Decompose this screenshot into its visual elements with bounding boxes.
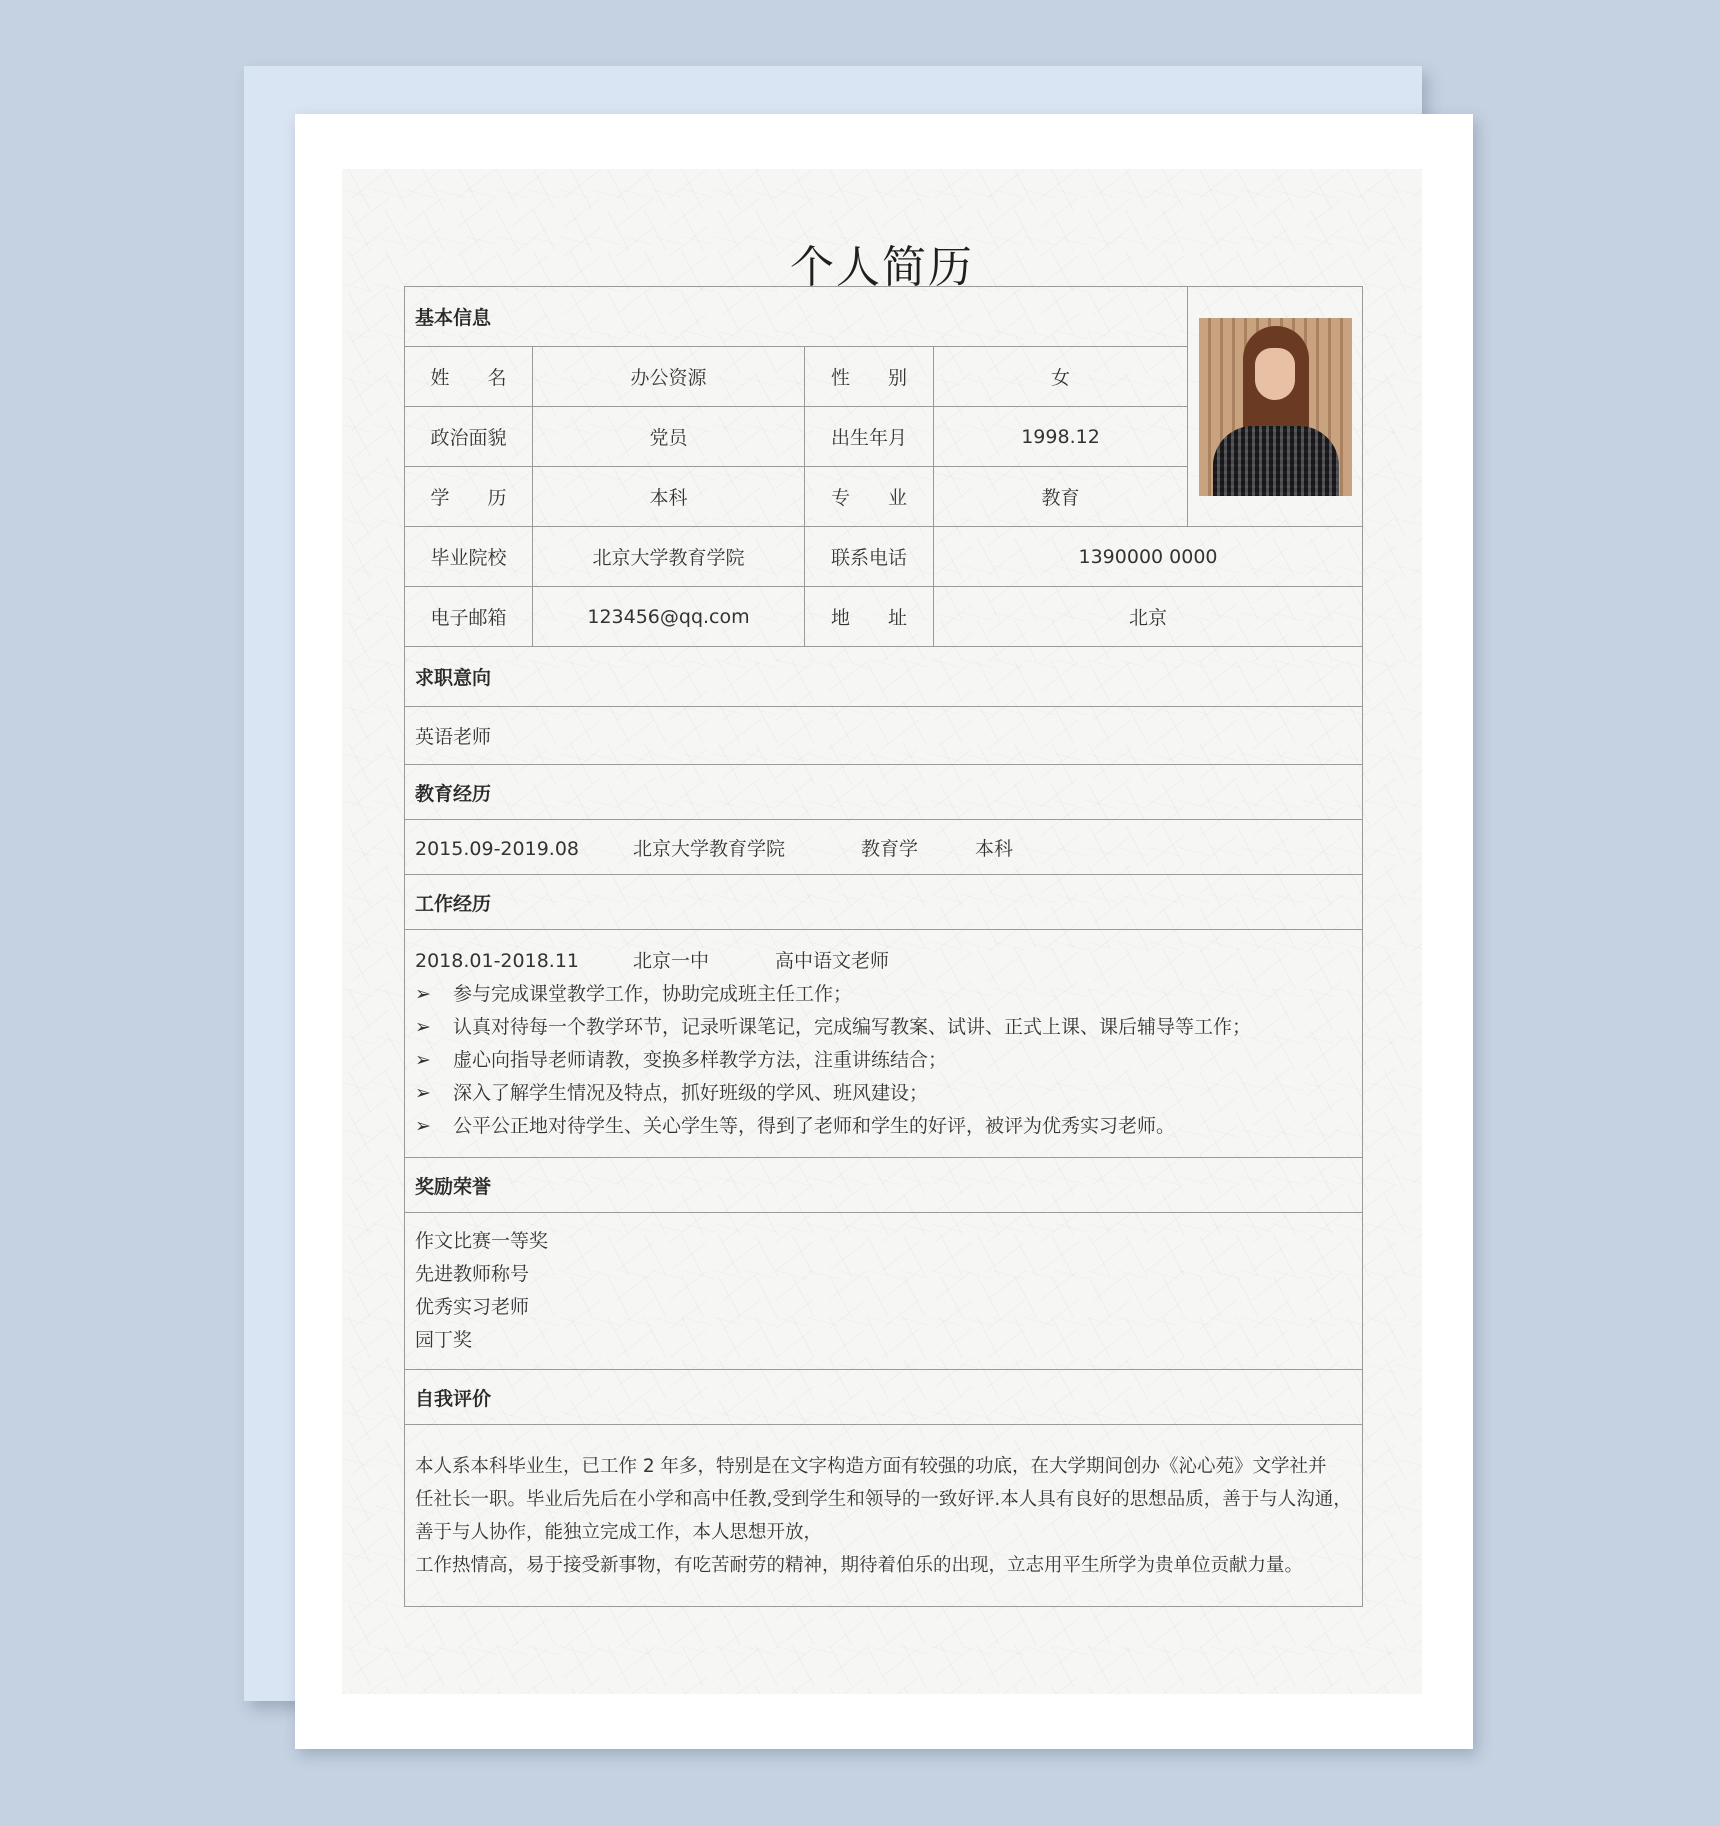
value-email: 123456@qq.com xyxy=(533,587,805,647)
value-address: 北京 xyxy=(934,587,1363,647)
eval-line: 本人系本科毕业生，已工作 2 年多，特别是在文字构造方面有较强的功底，在大学期间创办《沁心苑》文学社并 xyxy=(415,1455,1327,1477)
value-phone: 1390000 0000 xyxy=(934,527,1363,587)
list-item: ➢ 虚心向指导老师请教，变换多样教学方法，注重讲练结合； xyxy=(415,1044,1352,1077)
info-row xyxy=(405,587,1363,647)
section-title: 求职意向 xyxy=(405,647,1363,707)
awards-header xyxy=(405,1158,1363,1213)
education-school: 北京大学教育学院 xyxy=(633,837,786,860)
education-header xyxy=(405,765,1363,820)
section-title: 自我评价 xyxy=(405,1370,1363,1425)
award-item: 优秀实习老师 xyxy=(415,1296,530,1318)
value-gender: 女 xyxy=(934,347,1188,407)
education-row xyxy=(405,820,1363,875)
duty-list xyxy=(415,978,1352,1143)
arrow-bullet-icon: ➢ xyxy=(415,1015,431,1038)
education-major: 教育学 xyxy=(861,837,919,860)
label-name: 姓 名 xyxy=(405,347,533,407)
value-school: 北京大学教育学院 xyxy=(533,527,805,587)
section-title: 教育经历 xyxy=(405,765,1363,820)
page-title: 个人简历 xyxy=(790,242,974,293)
arrow-bullet-icon: ➢ xyxy=(415,1081,431,1104)
eval-line: 工作热情高，易于接受新事物，有吃苦耐劳的精神，期待着伯乐的出现，立志用平生所学为贵单位贡献力量。 xyxy=(415,1554,1304,1576)
resume-page xyxy=(295,114,1473,1749)
section-title: 奖励荣誉 xyxy=(405,1158,1363,1213)
arrow-bullet-icon: ➢ xyxy=(415,1114,431,1137)
value-major: 教育 xyxy=(934,467,1188,527)
value-name: 办公资源 xyxy=(533,347,805,407)
label-phone: 联系电话 xyxy=(805,527,934,587)
label-gender: 性 别 xyxy=(805,347,934,407)
work-position: 高中语文老师 xyxy=(775,949,890,972)
list-item: ➢ 公平公正地对待学生、关心学生等，得到了老师和学生的好评，被评为优秀实习老师。 xyxy=(415,1110,1352,1143)
work-header xyxy=(405,875,1363,930)
label-birth: 出生年月 xyxy=(805,407,934,467)
profile-photo xyxy=(1199,318,1352,496)
section-title: 基本信息 xyxy=(405,287,1188,347)
work-row xyxy=(405,930,1363,1158)
label-email: 电子邮箱 xyxy=(405,587,533,647)
label-address: 地 址 xyxy=(805,587,934,647)
eval-line: 善于与人协作，能独立完成工作，本人思想开放， xyxy=(415,1521,823,1543)
value-education: 本科 xyxy=(533,467,805,527)
education-degree: 本科 xyxy=(975,837,1014,860)
awards-row xyxy=(405,1213,1363,1370)
work-company: 北京一中 xyxy=(633,949,710,972)
self-eval-header xyxy=(405,1370,1363,1425)
award-item: 先进教师称号 xyxy=(415,1263,530,1285)
label-political: 政治面貌 xyxy=(405,407,533,467)
list-item: ➢ 认真对待每一个教学环节，记录听课笔记，完成编写教案、试讲、正式上课、课后辅导等工作； xyxy=(415,1011,1352,1044)
award-item: 作文比赛一等奖 xyxy=(415,1230,549,1252)
intent-value: 英语老师 xyxy=(405,707,1363,765)
value-birth: 1998.12 xyxy=(934,407,1188,467)
intent-header xyxy=(405,647,1363,707)
info-row xyxy=(405,527,1363,587)
label-education: 学 历 xyxy=(405,467,533,527)
education-period: 2015.09-2019.08 xyxy=(415,837,579,860)
arrow-bullet-icon: ➢ xyxy=(415,1048,431,1071)
award-item: 园丁奖 xyxy=(415,1329,473,1351)
value-political: 党员 xyxy=(533,407,805,467)
photo-cell xyxy=(1188,287,1363,527)
basic-info-header xyxy=(405,287,1363,347)
arrow-bullet-icon: ➢ xyxy=(415,982,431,1005)
paper-texture xyxy=(342,169,1422,1694)
intent-row xyxy=(405,707,1363,765)
resume-table xyxy=(404,286,1363,1607)
label-major: 专 业 xyxy=(805,467,934,527)
list-item: ➢ 深入了解学生情况及特点，抓好班级的学风、班风建设； xyxy=(415,1077,1352,1110)
section-title: 工作经历 xyxy=(405,875,1363,930)
label-school: 毕业院校 xyxy=(405,527,533,587)
work-period: 2018.01-2018.11 xyxy=(415,949,579,972)
list-item: ➢ 参与完成课堂教学工作，协助完成班主任工作； xyxy=(415,978,1352,1011)
self-eval-row xyxy=(405,1425,1363,1607)
eval-line: 任社长一职。毕业后先后在小学和高中任教,受到学生和领导的一致好评.本人具有良好的思想品质，善于与人沟通， xyxy=(415,1488,1352,1510)
